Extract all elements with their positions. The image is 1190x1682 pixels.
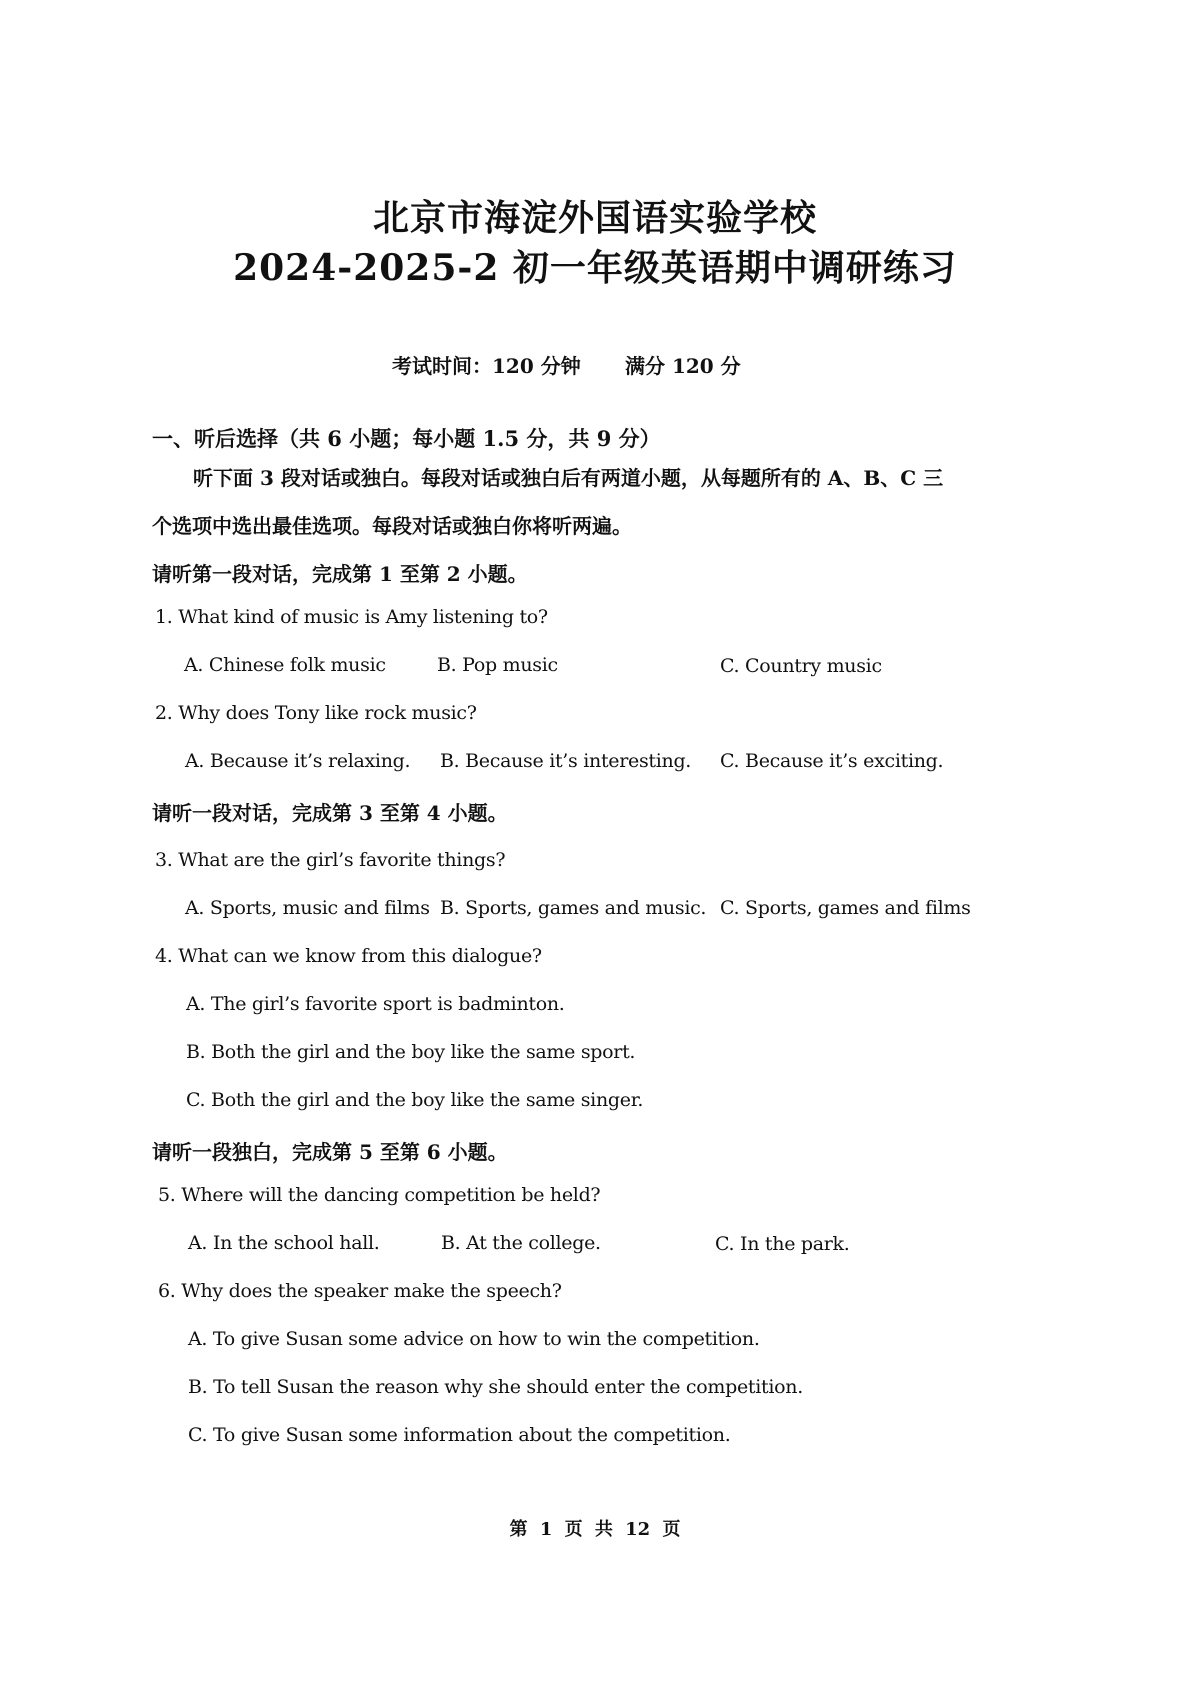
question-3-option-c: C. Sports, games and films [720, 897, 971, 919]
question-5-option-b: B. At the college. [441, 1232, 601, 1254]
question-3-option-a: A. Sports, music and films [185, 897, 430, 919]
question-3: 3. What are the girl’s favorite things? [155, 849, 506, 871]
question-1-option-c: C. Country music [720, 655, 882, 677]
section-title: 一、听后选择（共 6 小题；每小题 1.5 分，共 9 分） [152, 426, 661, 451]
full-score: 满分 120 分 [625, 354, 741, 378]
exam-time: 考试时间：120 分钟 [392, 354, 581, 378]
question-4: 4. What can we know from this dialogue? [155, 945, 542, 967]
part-heading-3: 请听一段独白，完成第 5 至第 6 小题。 [152, 1140, 508, 1164]
question-5: 5. Where will the dancing competition be held? [158, 1184, 601, 1206]
question-1: 1. What kind of music is Amy listening to? [155, 606, 548, 628]
question-5-option-a: A. In the school hall. [188, 1232, 380, 1254]
question-4-option-a: A. The girl’s favorite sport is badminton. [186, 993, 565, 1015]
question-6: 6. Why does the speaker make the speech? [158, 1280, 562, 1302]
question-3-option-b: B. Sports, games and music. [440, 897, 707, 919]
exam-title: 2024-2025-2 初一年级英语期中调研练习 [233, 247, 957, 289]
school-name: 北京市海淀外国语实验学校 [372, 197, 817, 239]
question-2: 2. Why does Tony like rock music? [155, 702, 477, 724]
question-2-option-b: B. Because it’s interesting. [440, 750, 692, 772]
page-footer: 第 1 页 共 12 页 [509, 1519, 681, 1540]
instructions-line-1: 听下面 3 段对话或独白。每段对话或独白后有两道小题，从每题所有的 A、B、C 三 [193, 466, 944, 490]
question-4-option-b: B. Both the girl and the boy like the same sport. [186, 1041, 636, 1063]
part-heading-2: 请听一段对话，完成第 3 至第 4 小题。 [152, 801, 508, 825]
question-2-option-c: C. Because it’s exciting. [720, 750, 944, 772]
question-2-option-a: A. Because it’s relaxing. [185, 750, 411, 772]
question-5-option-c: C. In the park. [715, 1233, 850, 1255]
question-6-option-c: C. To give Susan some information about the competition. [188, 1424, 731, 1446]
question-6-option-a: A. To give Susan some advice on how to win the competition. [188, 1328, 760, 1350]
question-4-option-c: C. Both the girl and the boy like the same singer. [186, 1089, 644, 1111]
question-6-option-b: B. To tell Susan the reason why she should enter the competition. [188, 1376, 803, 1398]
instructions-line-2: 个选项中选出最佳选项。每段对话或独白你将听两遍。 [152, 514, 632, 538]
part-heading-1: 请听第一段对话，完成第 1 至第 2 小题。 [152, 562, 528, 586]
question-1-option-b: B. Pop music [437, 654, 558, 676]
question-1-option-a: A. Chinese folk music [184, 654, 386, 676]
